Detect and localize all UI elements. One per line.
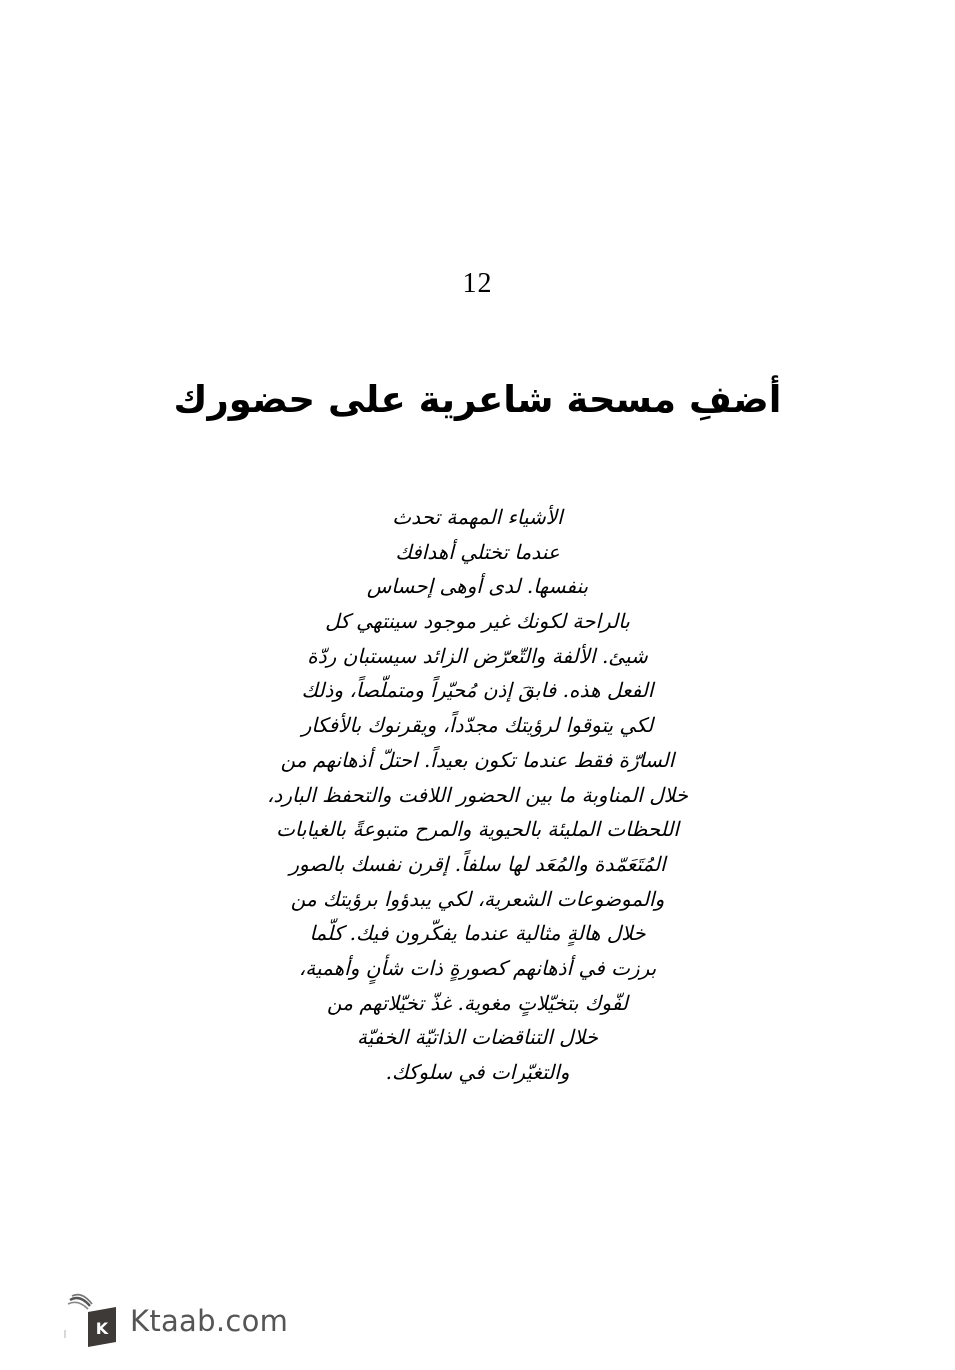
poem-line: برزت في أذهانهم كصورةٍ ذات شأنٍ وأهمية، bbox=[298, 955, 657, 980]
poem-line: لكي يتوقوا لرؤيتك مجدّداً، ويقرنوك بالأفكار bbox=[301, 713, 654, 738]
poem-line: المُتَعَمّدة والمُعَد لها سلفاً. إقرن نفسك بالصور bbox=[289, 851, 666, 876]
poem-line: السارّة فقط عندما تكون بعيداً. احتلّ أذهانهم من bbox=[280, 747, 675, 772]
poem-line: خلال المناوبة ما بين الحضور اللافت والتحفظ البارد، bbox=[266, 782, 689, 807]
page-number: 12 bbox=[462, 268, 493, 299]
ktaab-watermark bbox=[64, 1290, 288, 1350]
svg-text:K: K bbox=[95, 1319, 109, 1338]
chapter-title: أضفِ مسحة شاعرية على حضورك bbox=[173, 378, 782, 421]
poem-line: والتغيّرات في سلوكك. bbox=[385, 1060, 570, 1084]
poem-line: والموضوعات الشعرية، لكي يبدؤوا برؤيتك من bbox=[290, 886, 665, 911]
poem-body bbox=[0, 500, 955, 1090]
poem-line: بنفسها. لدى أوهى إحساس bbox=[366, 574, 589, 599]
poem-line: خلال التناقضات الذاتيّة الخفيّة bbox=[356, 1025, 598, 1050]
poem-line: الأشياء المهمة تحدث bbox=[392, 505, 563, 529]
poem-line: بالراحة لكونك غير موجود سينتهي كل bbox=[325, 609, 630, 634]
poem-line: شيئ. الألفة والتّعرّض الزائد سيستبان ردّة bbox=[307, 643, 648, 668]
poem-line: لفّوك بتخيّلاتٍ مغوية. غذّ تخيّلاتهم من bbox=[327, 990, 628, 1015]
poem-line: عندما تختلي أهدافك bbox=[395, 539, 560, 564]
poem-line: خلال هالةٍ مثالية عندما يفكّرون فيك. كلّما bbox=[309, 921, 646, 946]
poem-line: الفعل هذه. فابقَ إذن مُحيّراً ومتملّصاً، وذلك bbox=[301, 678, 654, 703]
open-book-icon bbox=[64, 1292, 118, 1348]
site-name: Ktaab.com bbox=[130, 1304, 289, 1338]
poem-line: اللحظات المليئة بالحيوية والمرح متبوعةً بالغيابات bbox=[276, 817, 679, 842]
